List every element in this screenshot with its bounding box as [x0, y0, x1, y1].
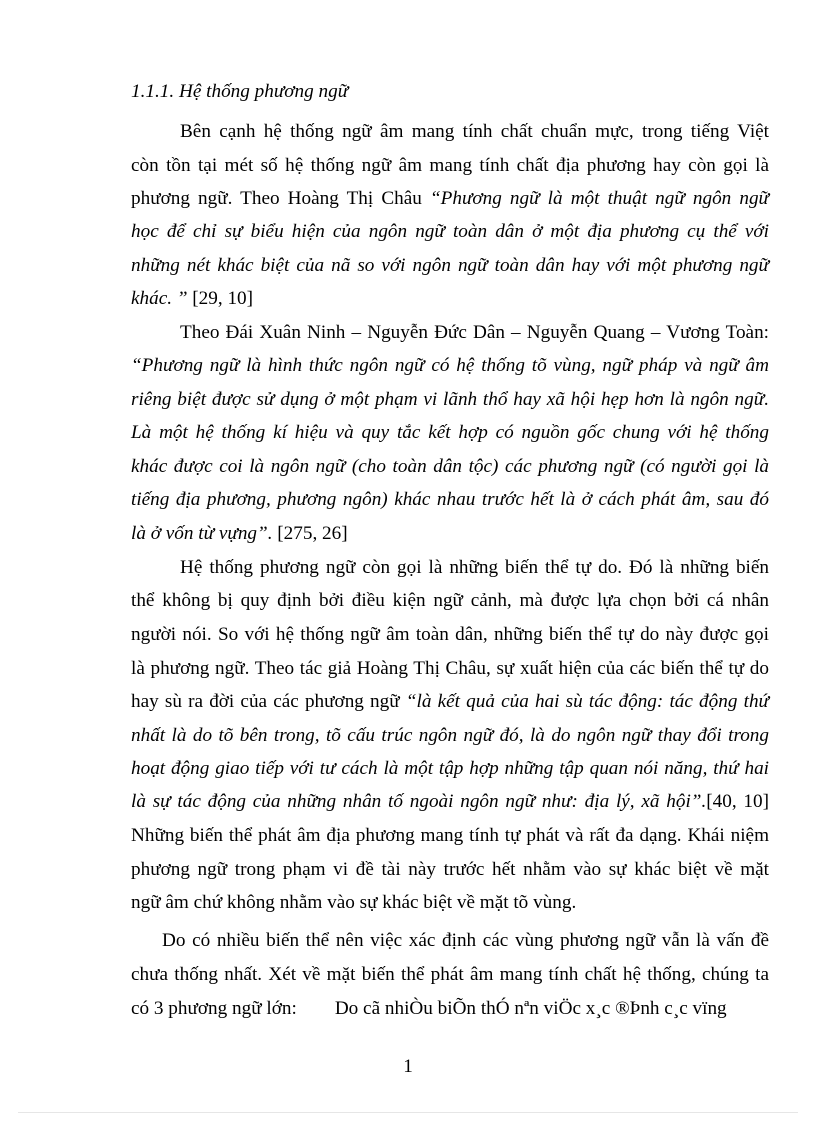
paragraph-line: là phương ngữ. Theo tác giả Hoàng Thị Châu, sự xuất hiện của các biến thể tự do: [131, 658, 769, 679]
paragraph-line: [131, 692, 769, 711]
quote-span: là sự tác động của những nhân tố ngoài ngôn ngữ như: địa lý, xã hội”.: [131, 791, 707, 812]
page-bottom-edge: [18, 1112, 798, 1113]
quote-line: riêng biệt được sử dụng ở một phạm vi lãnh thổ hay xã hội hẹp hơn là ngôn ngữ.: [131, 389, 769, 410]
citation: [29, 10]: [192, 288, 254, 309]
citation: [275, 26]: [277, 523, 348, 544]
quote-span: là ở vốn từ vựng”.: [131, 523, 273, 544]
paragraph-line: chưa thống nhất. Xét về mặt biến thể phát âm mang tính chất hệ thống, chúng ta: [131, 964, 769, 985]
garbled-text: Do cã nhiÒu biÕn thÓ nªn viÖc x¸c ®Þnh c¸c vïng: [334, 998, 727, 1019]
paragraph-line: Những biến thể phát âm địa phương mang tính tự phát và rất đa dạng. Khái niệm: [131, 825, 769, 846]
citation: [40, 10]: [706, 791, 769, 812]
paragraph-line: Do có nhiều biến thể nên việc xác định các vùng phương ngữ vẫn là vấn đề: [162, 930, 769, 951]
paragraph-line: người nói. So với hệ thống ngữ âm toàn dân, những biến thể tự do này được gọi: [131, 624, 769, 645]
paragraph-line: [131, 524, 348, 543]
paragraph-line: [131, 999, 727, 1018]
quote-line: Là một hệ thống kí hiệu và quy tắc kết hợp có nguồn gốc chung với hệ thống: [131, 422, 769, 443]
paragraph-line: Bên cạnh hệ thống ngữ âm mang tính chất chuẩn mực, trong tiếng Việt: [180, 121, 769, 142]
quote-span: “là kết quả của hai sù tác động: tác động thứ: [405, 691, 769, 712]
quote-line: những nét khác biệt của nã so với ngôn ngữ toàn dân hay với một phương ngữ: [131, 255, 769, 276]
text-span: hay sù ra đời của các phương ngữ: [131, 691, 400, 712]
paragraph-line: thể không bị quy định bởi điều kiện ngữ cảnh, mà được lựa chọn bởi cá nhân: [131, 590, 769, 611]
quote-line: tiếng địa phương, phương ngôn) khác nhau trước hết là ở cách phát âm, sau đó: [131, 489, 769, 510]
quote-span: “Phương ngữ là một thuật ngữ ngôn ngữ: [429, 188, 770, 209]
paragraph-line: Hệ thống phương ngữ còn gọi là những biến thể tự do. Đó là những biến: [180, 557, 769, 578]
quote-line: khác được coi là ngôn ngữ (cho toàn dân tộc) các phương ngữ (có người gọi là: [131, 456, 769, 477]
section-heading: 1.1.1. Hệ thống phương ngữ: [131, 81, 349, 102]
quote-line: hoạt động giao tiếp với tư cách là một tập hợp những tập quan nói năng, thứ hai: [131, 758, 769, 779]
text-span: có 3 phương ngữ lớn:: [131, 998, 297, 1019]
paragraph-line: [131, 289, 253, 308]
text-span: phương ngữ. Theo Hoàng Thị Châu: [131, 188, 422, 209]
paragraph-line: phương ngữ trong phạm vi đề tài này trước hết nhằm vào sự khác biệt về mặt: [131, 859, 769, 880]
paragraph-line: [131, 792, 769, 811]
quote-line: “Phương ngữ là hình thức ngôn ngữ có hệ thống tõ vùng, ngữ pháp và ngữ âm: [131, 355, 769, 376]
paragraph-line: ngữ âm chứ không nhằm vào sự khác biệt về mặt tõ vùng.: [131, 892, 577, 913]
page-number: 1: [403, 1056, 413, 1077]
paragraph-line: còn tồn tại mét số hệ thống ngữ âm mang tính chất địa phương hay còn gọi là: [131, 155, 769, 176]
quote-line: học để chỉ sự biểu hiện của ngôn ngữ toàn dân ở một địa phương cụ thể với: [131, 221, 769, 242]
paragraph-line: Theo Đái Xuân Ninh – Nguyễn Đức Dân – Nguyễn Quang – Vương Toàn:: [180, 322, 769, 343]
paragraph-line: [131, 189, 769, 208]
quote-line: nhất là do tõ bên trong, tõ cấu trúc ngôn ngữ đó, là do ngôn ngữ thay đổi trong: [131, 725, 769, 746]
quote-span: khác. ”: [131, 288, 188, 309]
